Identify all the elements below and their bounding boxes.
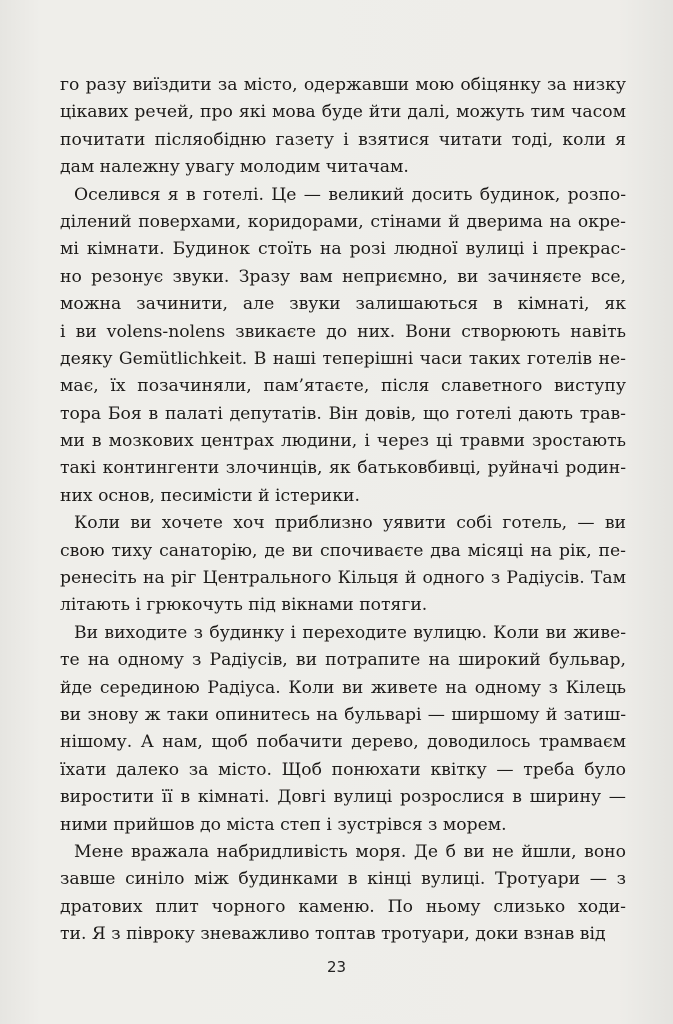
paragraph bbox=[60, 72, 626, 182]
paragraph bbox=[60, 620, 626, 839]
text-line: них основ, песимісти й істерики. bbox=[60, 485, 360, 506]
paragraph bbox=[60, 839, 626, 949]
text-line: те на одному з Радіусів, ви потрапите на широкий бульвар, bbox=[60, 650, 626, 671]
text-line: Ви виходите з будинку і переходите вулицю. Коли ви живе- bbox=[74, 622, 626, 643]
text-line: тора Боя в палаті депутатів. Він довів, що готелі дають трав- bbox=[60, 403, 626, 424]
text-line: можна зачинити, але звуки залишаються в кімнаті, як bbox=[60, 294, 626, 315]
text-line: ними прийшов до міста степ і зустрівся з морем. bbox=[60, 814, 507, 835]
paragraph bbox=[60, 182, 626, 511]
text-line: ренесіть на ріг Центрального Кільця й одного з Радіусів. Там bbox=[60, 568, 626, 589]
text-line: цікавих речей, про які мова буде йти далі, можуть тим часом bbox=[60, 102, 626, 123]
text-line: такі контингенти злочинців, як батьковбивці, руйначі родин- bbox=[60, 458, 626, 479]
text-line: дратових плит чорного каменю. По ньому слизько ходи- bbox=[60, 896, 626, 917]
text-line: Оселився я в готелі. Це — великий досить будинок, розпо- bbox=[74, 184, 626, 205]
text-line: ви знову ж таки опинитесь на бульварі — ширшому й затиш- bbox=[60, 704, 626, 725]
text-line: має, їх позачиняли, пам’ятаєте, після славетного виступу bbox=[60, 376, 626, 397]
text-line: завше синіло між будинками в кінці вулиці. Тротуари — з bbox=[60, 869, 626, 890]
text-line: мі кімнати. Будинок стоїть на розі людної вулиці і прекрас- bbox=[60, 239, 626, 260]
text-line: дам належну увагу молодим читачам. bbox=[60, 157, 409, 178]
paragraph bbox=[60, 510, 626, 620]
text-line: Коли ви хочете хоч приблизно уявити собі готель, — ви bbox=[74, 513, 626, 534]
text-line: нішому. А нам, щоб побачити дерево, доводилось трамваєм bbox=[60, 732, 626, 753]
text-line: виростити її в кімнаті. Довгі вулиці розрослися в ширину — bbox=[60, 787, 626, 808]
text-line: почитати післяобідню газету і взятися читати тоді, коли я bbox=[60, 129, 626, 150]
text-line: ми в мозкових центрах людини, і через ці травми зростають bbox=[60, 431, 626, 452]
text-line: го разу виїздити за місто, одержавши мою обіцянку за низку bbox=[60, 75, 626, 95]
text-line: літають і грюкочуть під вікнами потяги. bbox=[60, 595, 428, 616]
text-line: ділений поверхами, коридорами, стінами й дверима на окре- bbox=[60, 211, 626, 232]
text-line: свою тиху санаторію, де ви спочиваєте два місяці на рік, пе- bbox=[60, 540, 626, 561]
body-text bbox=[60, 72, 626, 949]
text-line: Мене вражала набридливість моря. Де б ви не йшли, воно bbox=[74, 841, 626, 862]
text-line: но резонує звуки. Зразу вам неприємно, ви зачиняєте все, bbox=[60, 266, 626, 287]
text-line: ти. Я з півроку зневажливо топтав тротуари, доки взнав від bbox=[60, 924, 606, 945]
text-line: деяку Gemütlichkeit. В наші теперішні часи таких готелів не- bbox=[60, 348, 626, 369]
text-line: і ви volens-nolens звикаєте до них. Вони створюють навіть bbox=[60, 321, 626, 342]
text-line: їхати далеко за місто. Щоб понюхати квітку — треба було bbox=[60, 759, 626, 780]
text-line: йде серединою Радіуса. Коли ви живете на одному з Кілець bbox=[60, 677, 626, 698]
page-number: 23 bbox=[326, 958, 347, 976]
